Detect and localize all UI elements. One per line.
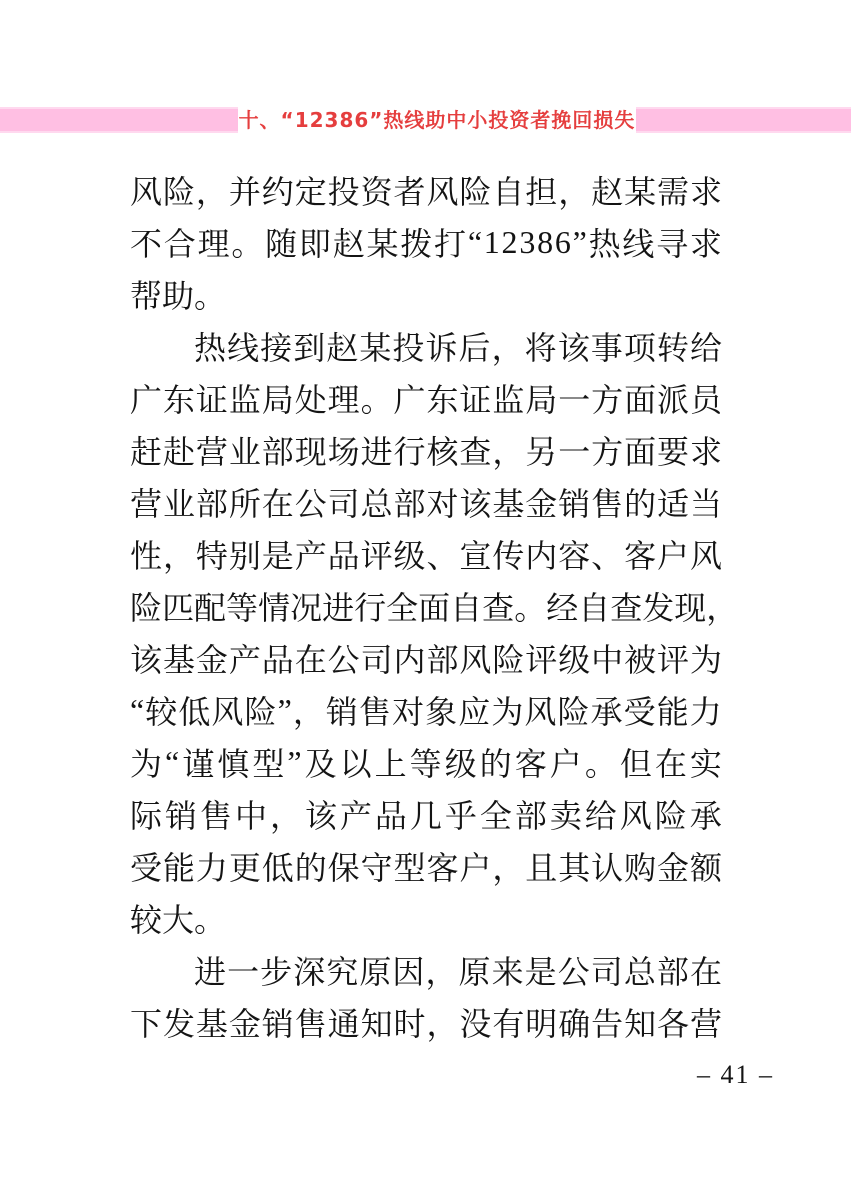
text-line: 际 销 售 中 ， 该 产 品 几 乎 全 部 卖 给 风 险 承	[130, 798, 722, 834]
body-text	[130, 164, 739, 1048]
paragraph	[130, 944, 722, 1048]
text-line: 下 发 基 金 销 售 通 知 时 ， 没 有 明 确 告 知 各 营	[130, 1006, 722, 1042]
header-band-right	[636, 107, 851, 133]
paragraph	[130, 320, 739, 944]
text-line: 受 能 力 更 低 的 保 守 型 客 户 ， 且 其 认 购 金 额	[130, 850, 722, 886]
text-line: 热 线 接 到 赵 某 投 诉 后 ， 将 该 事 项 转 给	[194, 330, 722, 366]
chapter-header	[0, 107, 851, 133]
text-line: 广 东 证 监 局 处 理 。 广 东 证 监 局 一 方 面 派 员	[130, 382, 722, 418]
text-line: 险 匹 配 等 情 况 进 行 全 面 自 查 。 经 自 查 发 现 ，	[130, 590, 739, 626]
text-line: 该 基 金 产 品 在 公 司 内 部 风 险 评 级 中 被 评 为	[130, 642, 722, 678]
paragraph	[130, 164, 722, 320]
text-line: 赶 赴 营 业 部 现 场 进 行 核 查 ， 另 一 方 面 要 求	[130, 434, 722, 470]
text-line: “ 较 低 风 险 ” ， 销 售 对 象 应 为 风 险 承 受 能 力	[130, 691, 722, 730]
text-line: 营 业 部 所 在 公 司 总 部 对 该 基 金 销 售 的 适 当	[130, 486, 722, 522]
page-number: – 41 –	[697, 1060, 774, 1089]
text-line: 为 “ 谨 慎 型 ” 及 以 上 等 级 的 客 户 。 但 在 实	[130, 743, 722, 782]
header-band-left	[0, 107, 238, 133]
text-line: 进 一 步 深 究 原 因 ， 原 来 是 公 司 总 部 在	[194, 954, 722, 990]
text-line: 较 大 。	[130, 902, 227, 938]
text-line: 帮 助 。	[130, 278, 227, 314]
text-line: 性 ， 特 别 是 产 品 评 级 、 宣 传 内 容 、 客 户 风	[130, 538, 722, 574]
text-line: 风 险 ， 并 约 定 投 资 者 风 险 自 担 ， 赵 某 需 求	[130, 174, 722, 210]
text-line: 不 合 理 。 随 即 赵 某 拨 打 “ 1 2 3 8 6 ” 热 线 寻 求	[130, 223, 722, 262]
chapter-title: 十、“12386”热线助中小投资者挽回损失	[238, 108, 636, 132]
